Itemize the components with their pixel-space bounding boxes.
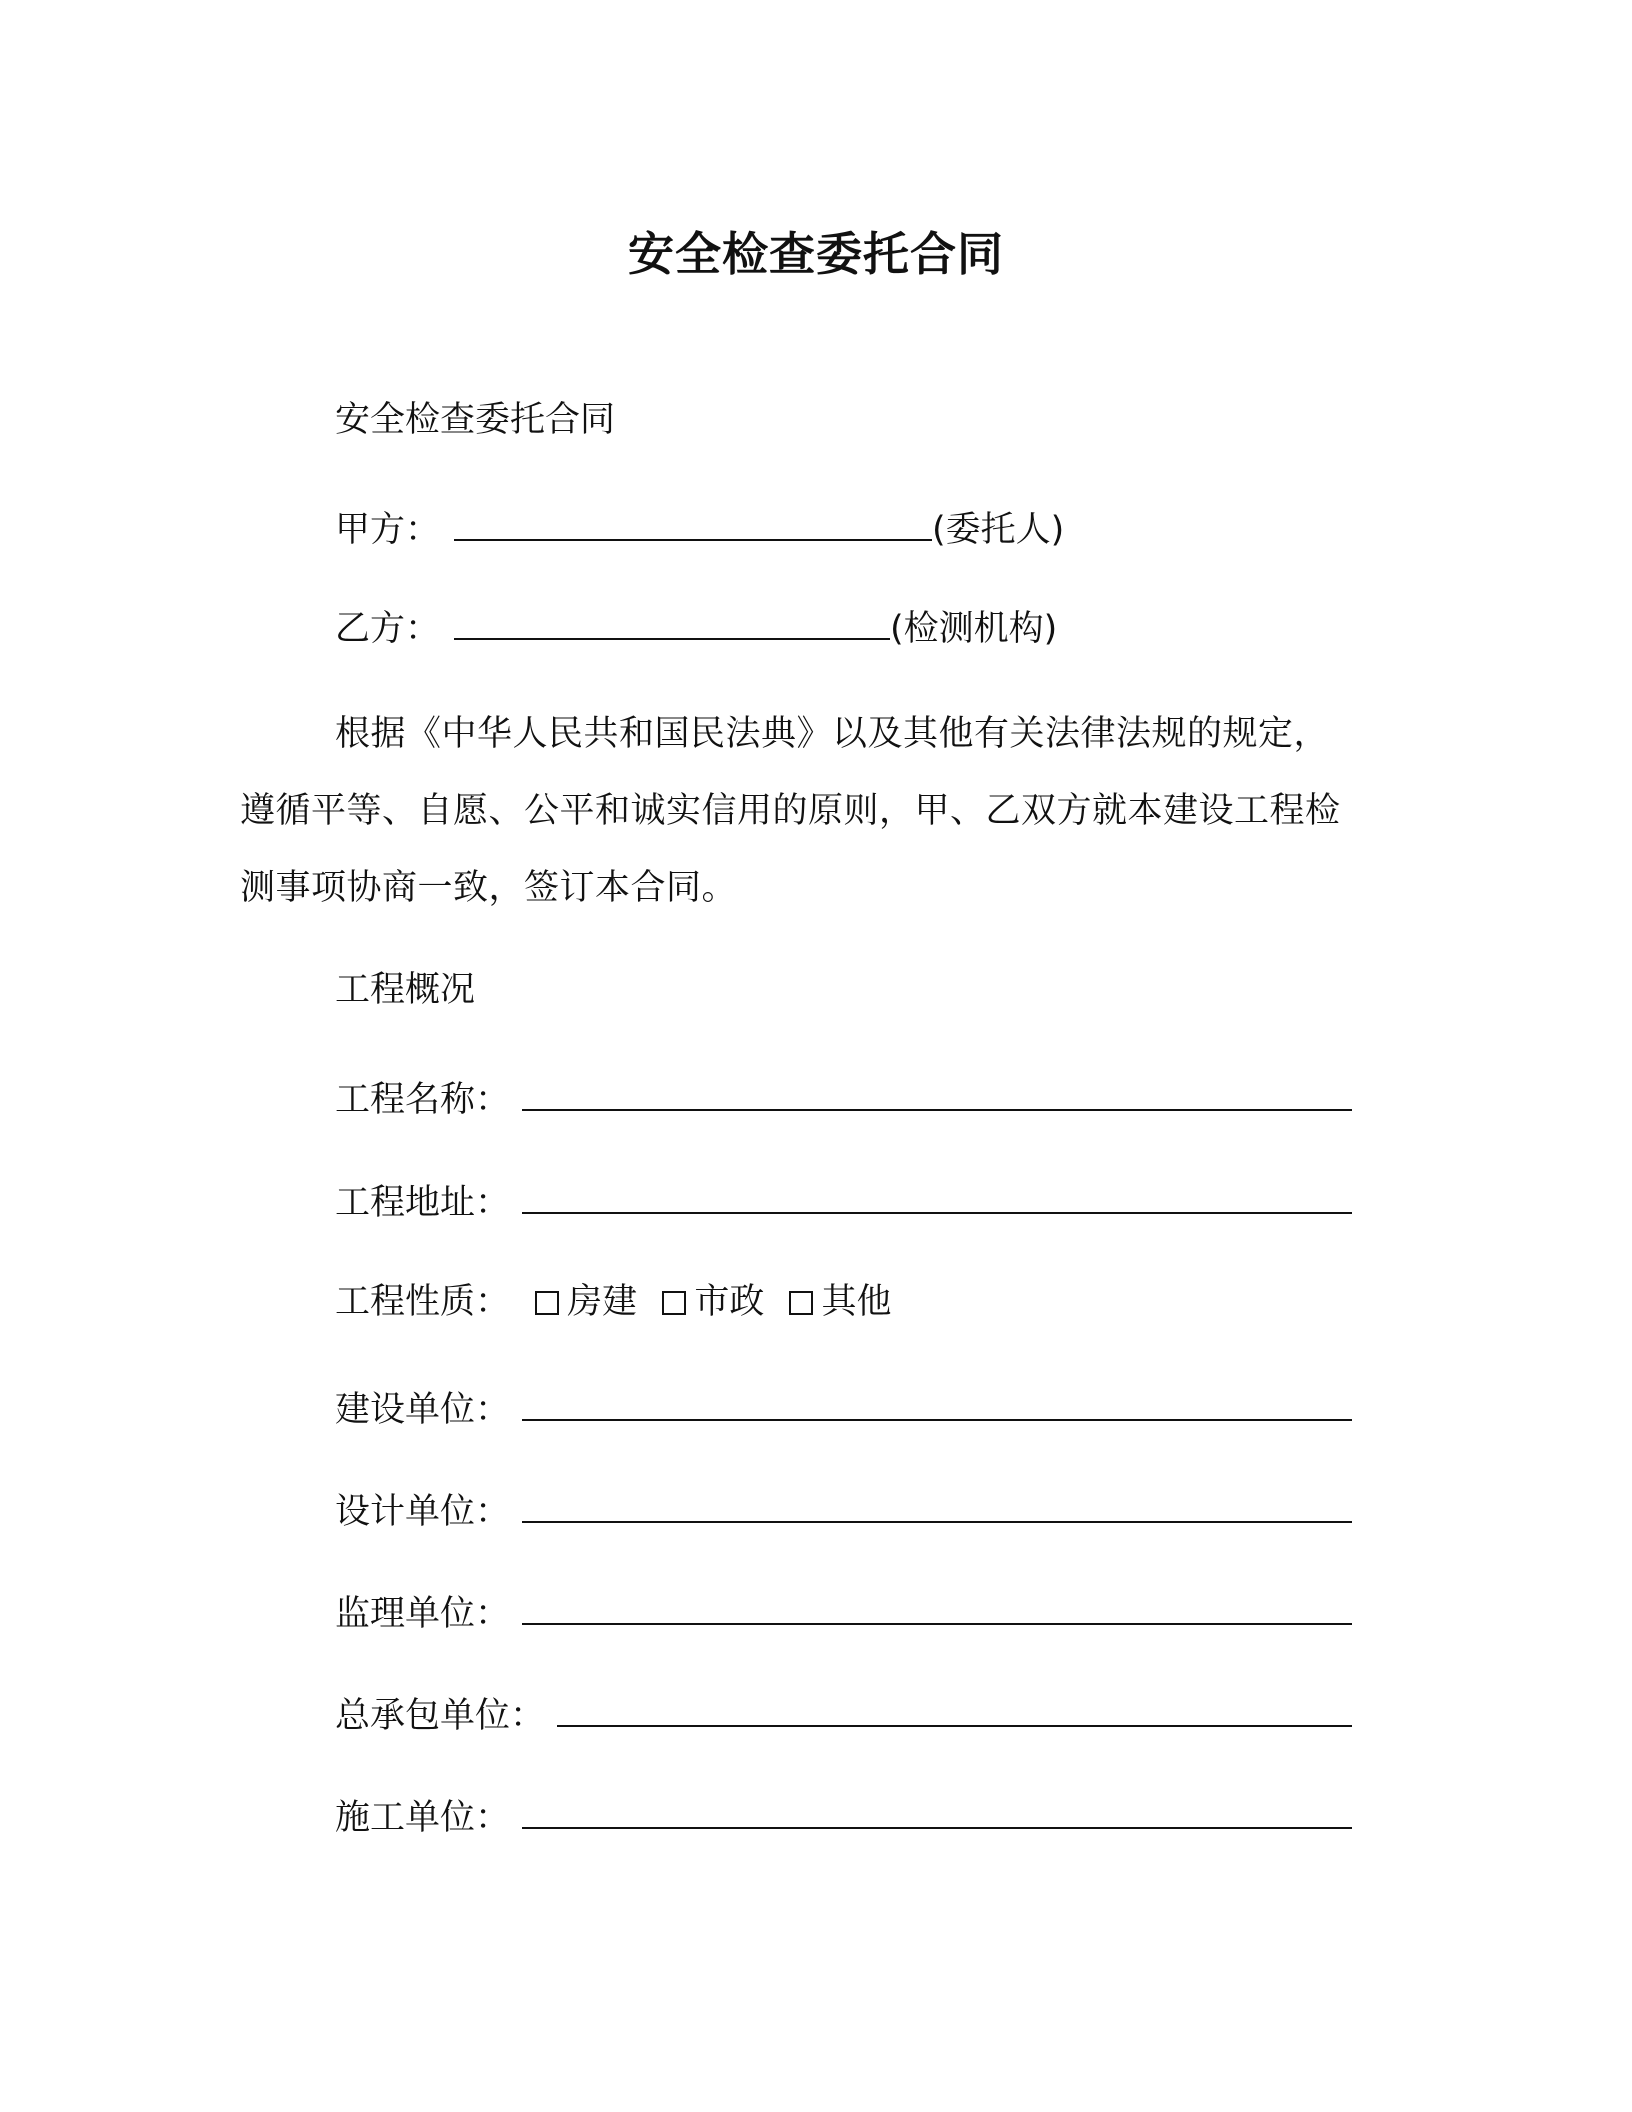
preamble-paragraph: 根据《中华人民共和国民法典》以及其他有关法律法规的规定，遵循平等、自愿、公平和诚实信用的原则，甲、乙双方就本建设工程检测事项协商一致，签订本合同。 (240, 714, 1341, 908)
party-b-label: 乙方： (335, 609, 441, 649)
construction-unit-line (335, 1384, 1352, 1436)
nature-option-municipal[interactable] (648, 1276, 764, 1328)
nature-option-other[interactable] (775, 1276, 891, 1328)
supervision-unit-blank[interactable] (522, 1589, 1352, 1625)
project-address-label: 工程地址： (335, 1183, 511, 1223)
general-contractor-blank[interactable] (557, 1691, 1352, 1727)
construction-unit-blank[interactable] (522, 1385, 1352, 1421)
project-nature-line (335, 1276, 891, 1328)
party-b-blank[interactable] (454, 604, 890, 640)
party-a-label: 甲方： (335, 510, 441, 550)
party-b-suffix: (检测机构) (890, 609, 1058, 649)
general-contractor-label: 总承包单位： (335, 1696, 546, 1736)
checkbox-icon[interactable] (789, 1291, 813, 1315)
party-a-suffix: (委托人) (932, 510, 1065, 550)
construction-unit-label: 建设单位： (335, 1390, 511, 1430)
general-contractor-line (335, 1690, 1352, 1742)
party-a-line (335, 504, 1064, 556)
project-name-line (335, 1074, 1352, 1126)
supervision-unit-label: 监理单位： (335, 1594, 511, 1634)
project-name-blank[interactable] (522, 1075, 1352, 1111)
document-title: 安全检查委托合同 (628, 227, 1004, 281)
section-heading: 工程概况 (335, 970, 476, 1010)
supervision-unit-line (335, 1588, 1352, 1640)
checkbox-icon[interactable] (662, 1291, 686, 1315)
nature-option-label: 房建 (567, 1282, 638, 1322)
design-unit-label: 设计单位： (335, 1492, 511, 1532)
nature-option-label: 其他 (821, 1282, 892, 1322)
design-unit-line (335, 1486, 1352, 1538)
nature-option-building[interactable] (521, 1276, 637, 1328)
project-name-label: 工程名称： (335, 1080, 511, 1120)
builder-unit-line (335, 1792, 1352, 1844)
party-a-blank[interactable] (454, 505, 932, 541)
party-b-line (335, 603, 1057, 655)
document-subtitle: 安全检查委托合同 (335, 400, 616, 440)
project-nature-label: 工程性质： (335, 1282, 511, 1322)
design-unit-blank[interactable] (522, 1487, 1352, 1523)
builder-unit-label: 施工单位： (335, 1798, 511, 1838)
project-address-blank[interactable] (522, 1178, 1352, 1214)
checkbox-icon[interactable] (535, 1291, 559, 1315)
project-address-line (335, 1177, 1352, 1229)
builder-unit-blank[interactable] (522, 1793, 1352, 1829)
nature-option-label: 市政 (694, 1282, 765, 1322)
